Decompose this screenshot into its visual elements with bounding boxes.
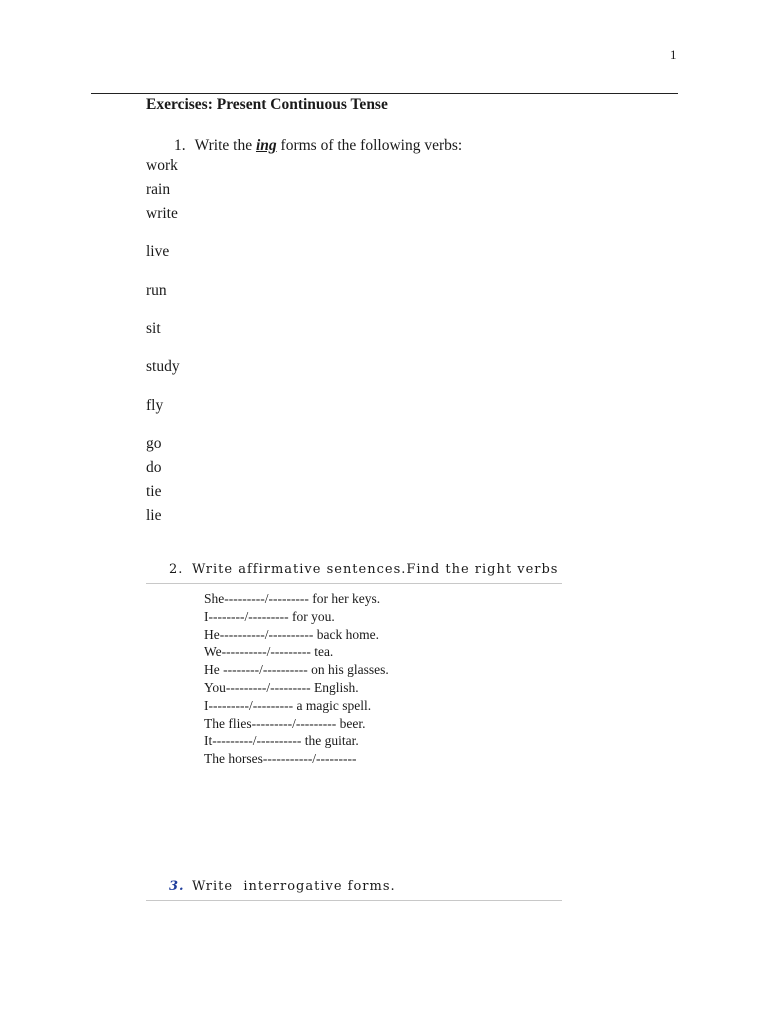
sentence-item: He --------/---------- on his glasses. [204,662,389,678]
sentence-item: We----------/--------- tea. [204,644,334,660]
verb-item: study [146,358,180,375]
sentence-item: He----------/---------- back home. [204,626,380,642]
exercise-1-number: 1. [174,137,186,154]
verb-item: lie [146,507,162,524]
exercise-1-text-before: Write the [194,137,253,154]
exercise-1-instruction [174,137,462,155]
exercise-1-ing-word: ing [255,137,277,154]
verb-item: write [146,205,178,222]
exercise-2-sentences [204,590,389,768]
exercise-3-heading-text: Write interrogative forms. [192,879,396,894]
exercise-2-heading-text: Write affirmative sentences.Find the right verbs [192,562,559,577]
header-rule [91,93,678,94]
verb-item: rain [146,181,171,198]
sentence-item: The flies---------/--------- beer. [204,715,366,731]
verb-item: sit [146,320,161,337]
page-title: Exercises: Present Continuous Tense [146,96,388,113]
verb-item: run [146,282,167,299]
exercise-3-heading [146,879,562,901]
page-number: 1 [670,47,677,62]
sentence-item: You---------/--------- English. [204,679,359,695]
verb-item: do [146,459,162,476]
verb-item: tie [146,483,162,500]
verb-item: work [146,157,178,174]
exercise-2-heading [146,562,562,584]
exercise-1-text-after: forms of the following verbs: [280,137,463,154]
sentence-item: I--------/--------- for you. [204,608,335,624]
sentence-item: She---------/--------- for her keys. [204,591,381,606]
exercise-2-number: 2. [169,562,184,577]
verb-item: live [146,243,170,260]
sentence-item: The horses-----------/--------- [204,751,357,767]
sentence-item: It---------/---------- the guitar. [204,733,359,749]
sentence-item: I---------/--------- a magic spell. [204,697,372,713]
exercise-3-number: 3. [169,879,185,894]
verb-item: go [146,435,162,452]
verb-item: fly [146,397,164,414]
